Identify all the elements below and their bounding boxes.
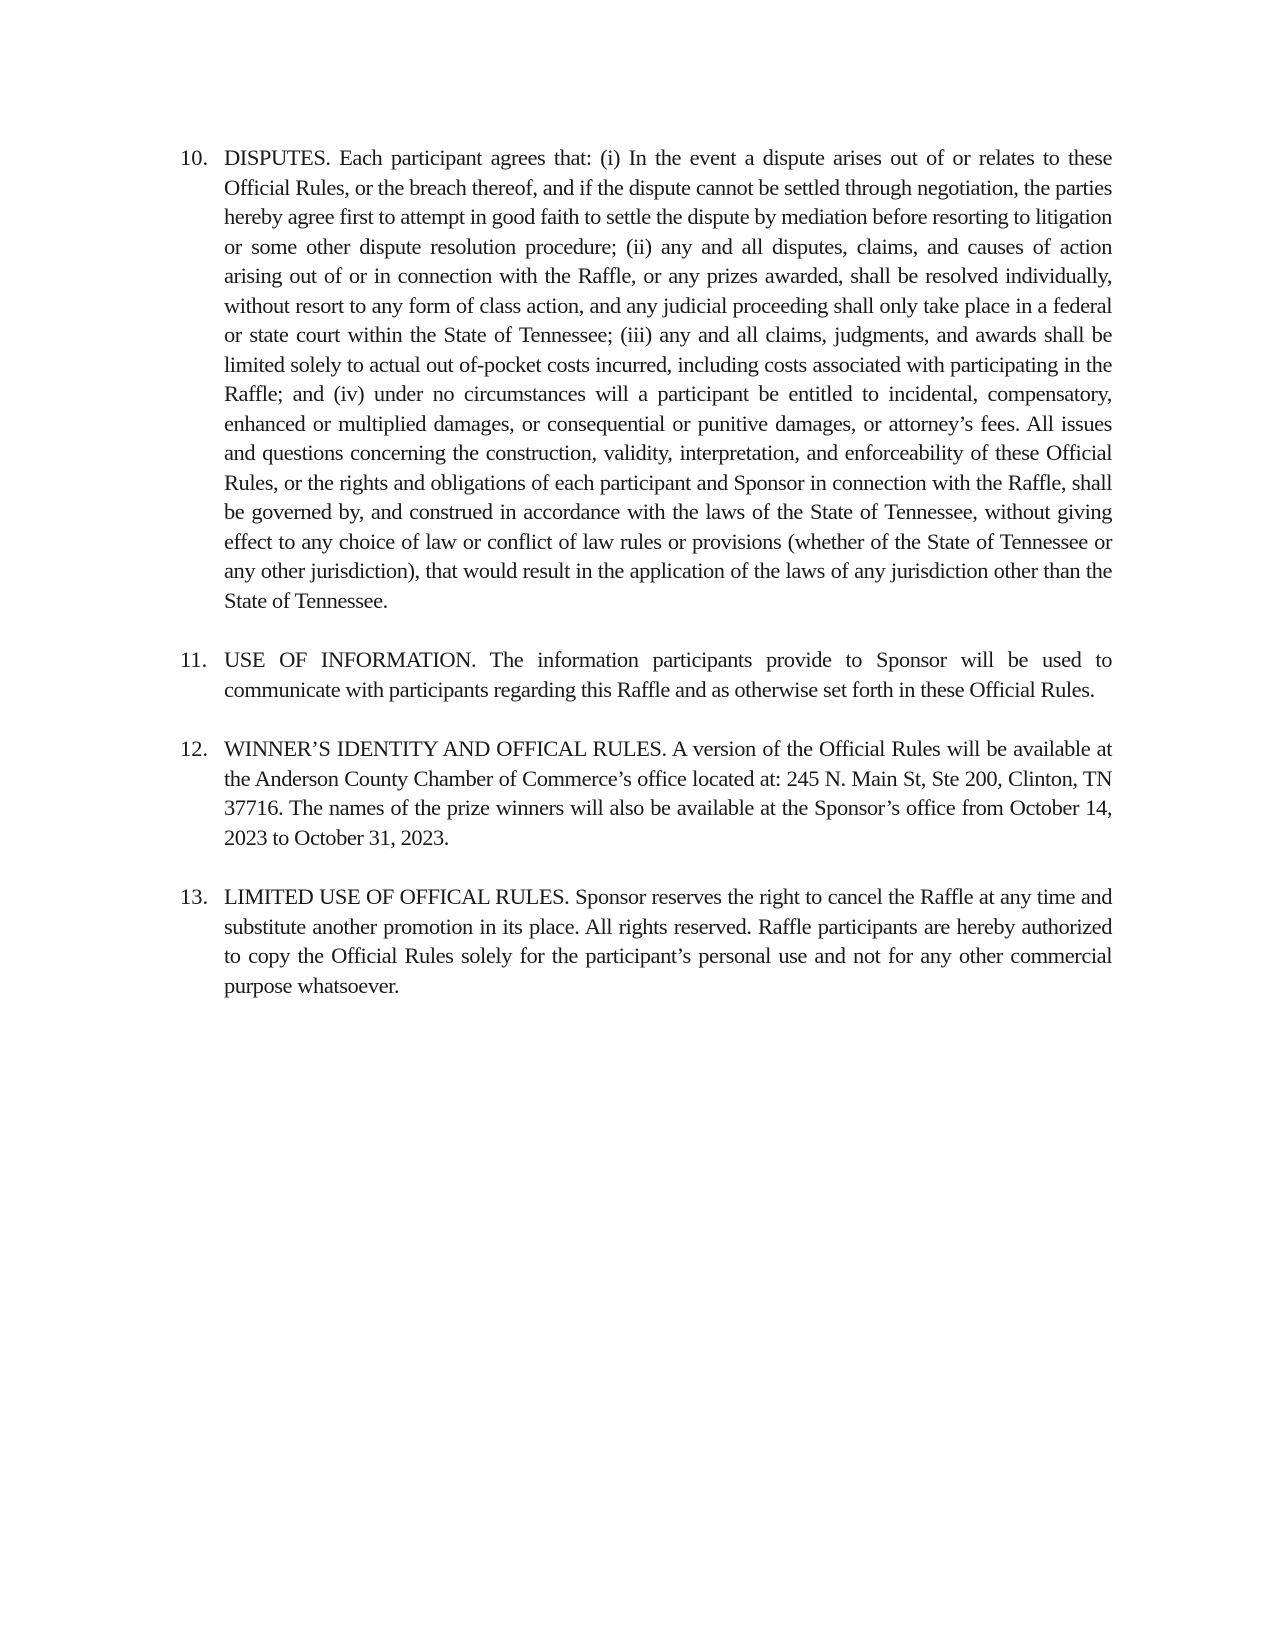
- rule-section-12: [180, 734, 1112, 852]
- section-number: 11.: [180, 647, 208, 672]
- section-text: LIMITED USE OF OFFICAL RULES. Sponsor reserves the right to cancel the Raffle at any time and substitute another promotion in its place. All rights reserved. Raffle participants are hereby authorized to copy the Official Rules solely for the participant’s personal use and not for any other commercial purpose whatsoever.: [224, 884, 1112, 998]
- rules-list: [180, 143, 1112, 1030]
- section-text: DISPUTES. Each participant agrees that: (i) In the event a dispute arises out of or relates to these Official Rules, or the breach thereof, and if the dispute cannot be settled through negotiation, the parties hereby agree first to attempt in good faith to settle the dispute by mediation before resorting to litigation or some other dispute resolution procedure; (ii) any and all disputes, claims, and causes of action arising out of or in connection with the Raffle, or any prizes awarded, shall be resolved individually, without resort to any form of class action, and any judicial proceeding shall only take place in a federal or state court within the State of Tennessee; (iii) any and all claims, judgments, and awards shall be limited solely to actual out of-pocket costs incurred, including costs associated with participating in the Raffle; and (iv) under no circumstances will a participant be entitled to incidental, compensatory, enhanced or multiplied damages, or consequential or punitive damages, or attorney’s fees. All issues and questions concerning the construction, validity, interpretation, and enforceability of these Official Rules, or the rights and obligations of each participant and Sponsor in connection with the Raffle, shall be governed by, and construed in accordance with the laws of the State of Tennessee, without giving effect to any choice of law or conflict of law rules or provisions (whether of the State of Tennessee or any other jurisdiction), that would result in the application of the laws of any jurisdiction other than the State of Tennessee.: [224, 145, 1112, 613]
- section-number: 12.: [180, 736, 209, 761]
- rule-section-10: [180, 143, 1112, 615]
- section-number: 13.: [180, 884, 209, 909]
- section-text: USE OF INFORMATION. The information participants provide to Sponsor will be used to communicate with participants regarding this Raffle and as otherwise set forth in these Official Rules.: [224, 647, 1112, 702]
- rule-section-13: [180, 882, 1112, 1000]
- section-number: 10.: [180, 145, 209, 170]
- section-text: WINNER’S IDENTITY AND OFFICAL RULES. A version of the Official Rules will be available at the Anderson County Chamber of Commerce’s office located at: 245 N. Main St, Ste 200, Clinton, TN 37716. The names of the prize winners will also be available at the Sponsor’s office from October 14, 2023 to October 31, 2023.: [224, 736, 1112, 850]
- rule-section-11: [180, 645, 1112, 704]
